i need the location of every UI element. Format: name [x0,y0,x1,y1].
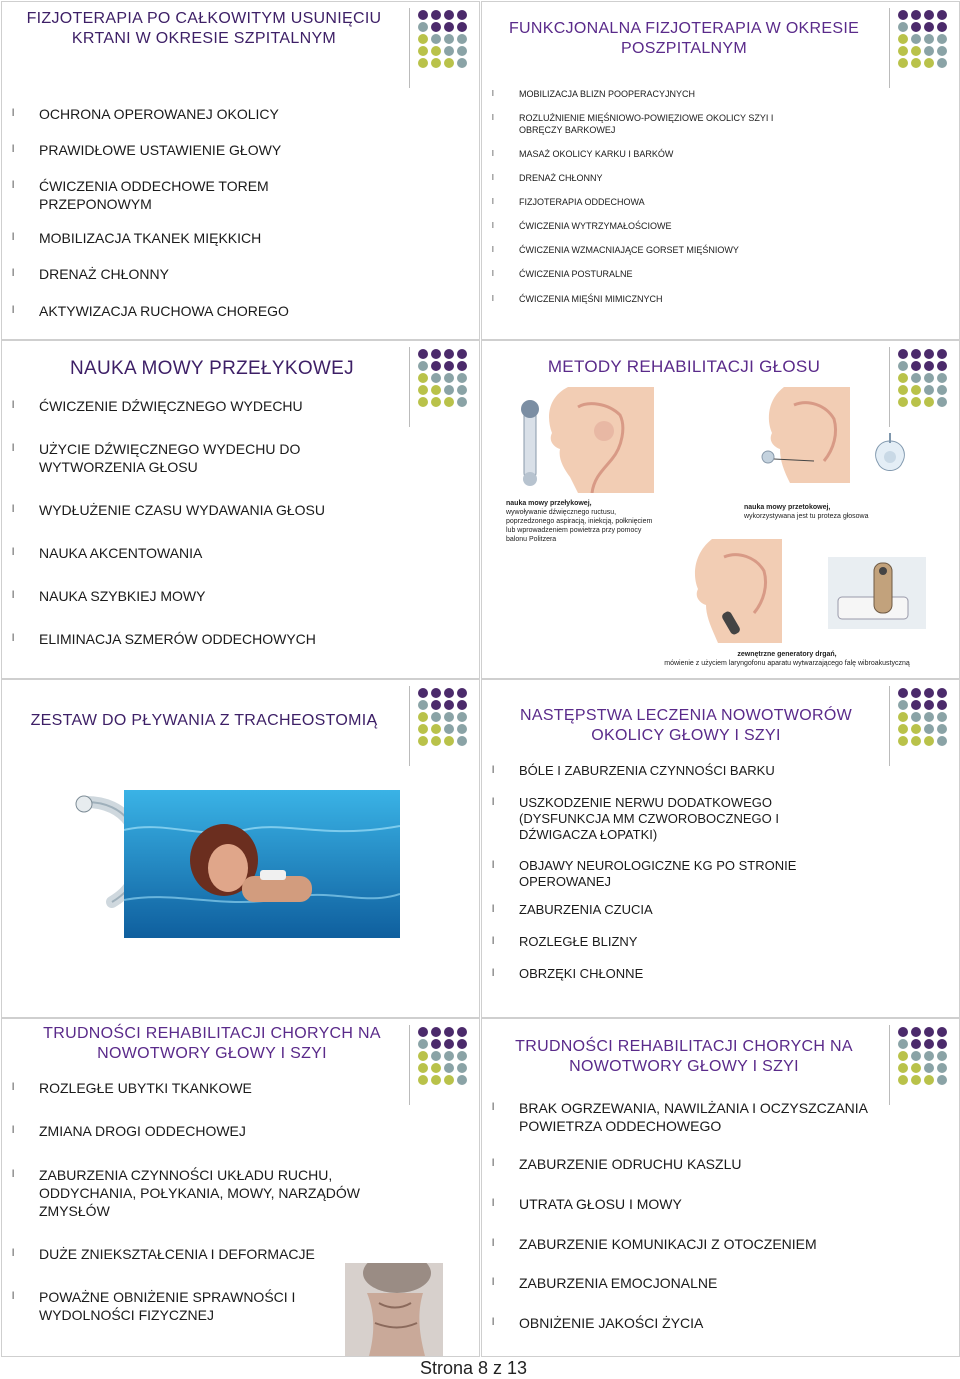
decorative-dot [444,22,454,32]
decorative-dot [924,1075,934,1085]
decorative-dot [431,349,441,359]
head-profile-illustration [508,387,654,493]
decorative-dot [444,10,454,20]
decorative-dot [898,1027,908,1037]
decorative-dot [457,700,467,710]
bullet-item: l PRAWIDŁOWE USTAWIENIE GŁOWY [39,141,379,159]
decorative-dot [418,361,428,371]
bullet-item: l ROZLEGŁE UBYTKI TKANKOWE [39,1079,379,1097]
decorative-dot [418,34,428,44]
decorative-dot [911,373,921,383]
decorative-dot [418,700,428,710]
bullet-item: l ĆWICZENIA MIĘŚNI MIMICZNYCH [519,293,939,305]
decorative-dot [418,373,428,383]
divider [409,347,410,427]
decorative-dot [418,1063,428,1073]
decorative-dot [924,688,934,698]
slide-metody-rehabilitacji [482,341,959,678]
decorative-dot [898,1051,908,1061]
bullet-item: l ZMIANA DROGI ODDECHOWEJ [39,1122,379,1140]
divider [409,1025,410,1105]
decorative-dot [937,700,947,710]
decorative-dot [924,349,934,359]
bullet-item: l WYDŁUŻENIE CZASU WYDAWANIA GŁOSU [39,501,379,519]
decorative-dot [937,397,947,407]
bullet-item: l BÓLE I ZABURZENIA CZYNNOŚCI BARKU [519,763,849,779]
decorative-dot [911,700,921,710]
bullet-item: l ĆWICZENIA WYTRZYMAŁOŚCIOWE [519,220,939,232]
decorative-dot [431,724,441,734]
divider [889,686,890,766]
decorative-dot [937,1051,947,1061]
decorative-dot [911,46,921,56]
decorative-dot [924,1039,934,1049]
decorative-dot [924,22,934,32]
decorative-dot [431,373,441,383]
caption-mowa-przetokowa [744,503,894,521]
bullet-item: l ELIMINACJA SZMERÓW ODDECHOWYCH [39,630,379,648]
decorative-dot [457,712,467,722]
decorative-dot [418,58,428,68]
decorative-dot [937,736,947,746]
bullet-item: l ROZLEGŁE BLIZNY [519,934,849,950]
decorative-dot [418,22,428,32]
bullet-item: l NAUKA AKCENTOWANIA [39,544,379,562]
voice-prosthesis-illustration [868,433,912,487]
slide-title: TRUDNOŚCI REHABILITACJI CHORYCH NA NOWOTWORY GŁOWY I SZYI [43,1025,381,1062]
decorative-dot [457,361,467,371]
slide-zestaw-plywania [2,680,479,1017]
slide-title: NASTĘPSTWA LECZENIA NOWOTWORÓW OKOLICY GŁOWY I SZYI [520,707,852,744]
decorative-dot [937,688,947,698]
bullet-item: l MOBILIZACJA TKANEK MIĘKKICH [39,229,379,247]
decorative-dot [898,46,908,56]
decorative-dot [418,10,428,20]
decorative-dot [457,1051,467,1061]
decorative-dot [457,736,467,746]
decorative-dot [418,688,428,698]
bullet-item: l ROZLUŹNIENIE MIĘŚNIOWO-POWIĘZIOWE OKOLICY SZYI I OBRĘCZY BARKOWEJ [519,112,819,136]
decorative-dot [924,736,934,746]
decorative-dot [457,385,467,395]
decorative-dot [444,58,454,68]
decorative-dot [457,10,467,20]
decorative-dot [924,1027,934,1037]
slide-fizjoterapia-szpitalna [2,2,479,339]
decorative-dot [418,385,428,395]
decorative-dot [924,712,934,722]
decorative-dot [418,349,428,359]
decorative-dot [444,1051,454,1061]
caption-generatory [622,650,952,668]
decorative-dot [937,34,947,44]
decorative-dot [937,1075,947,1085]
decorative-dot [418,712,428,722]
decorative-dot [418,1039,428,1049]
decorative-dot [444,712,454,722]
decorative-dot [444,1063,454,1073]
decorative-dot [431,385,441,395]
decorative-dots [418,349,470,411]
decorative-dot [911,1039,921,1049]
decorative-dot [898,373,908,383]
decorative-dot [924,724,934,734]
decorative-dot [937,1027,947,1037]
decorative-dots [898,10,950,72]
decorative-dot [418,1075,428,1085]
slide-trudnosci-1 [2,1019,479,1356]
bullet-item: l DRENAŻ CHŁONNY [39,265,379,283]
decorative-dot [457,34,467,44]
slide-fizjoterapia-poszpitalna [482,2,959,339]
decorative-dot [418,736,428,746]
decorative-dot [911,349,921,359]
bullet-item: l MASAŻ OKOLICY KARKU I BARKÓW [519,148,939,160]
decorative-dot [431,58,441,68]
decorative-dot [898,10,908,20]
divider [409,686,410,766]
divider [889,8,890,88]
decorative-dot [898,1039,908,1049]
decorative-dot [924,361,934,371]
decorative-dot [924,397,934,407]
decorative-dot [911,688,921,698]
decorative-dot [431,22,441,32]
decorative-dot [924,1063,934,1073]
decorative-dot [911,1027,921,1037]
bullet-item: l ZABURZENIE KOMUNIKACJI Z OTOCZENIEM [519,1235,859,1253]
decorative-dot [431,361,441,371]
decorative-dot [457,1063,467,1073]
decorative-dot [444,1039,454,1049]
slide-title: FIZJOTERAPIA PO CAŁKOWITYM USUNIĘCIU KRTANI W OKRESIE SZPITALNYM [26,10,382,47]
decorative-dot [431,1075,441,1085]
decorative-dot [444,724,454,734]
bullet-item: l OBNIŻENIE JAKOŚCI ŻYCIA [519,1314,859,1332]
decorative-dot [444,46,454,56]
decorative-dots [418,1027,470,1089]
decorative-dot [924,34,934,44]
decorative-dot [911,712,921,722]
decorative-dot [937,1039,947,1049]
decorative-dot [911,1051,921,1061]
decorative-dot [924,10,934,20]
decorative-dot [937,22,947,32]
patient-neck-photo [345,1263,443,1356]
decorative-dots [898,1027,950,1089]
decorative-dot [457,1027,467,1037]
decorative-dot [911,736,921,746]
divider [889,1025,890,1105]
decorative-dot [898,1063,908,1073]
decorative-dot [431,1039,441,1049]
decorative-dot [431,46,441,56]
caption-mowa-przelykowa [506,499,656,544]
decorative-dot [457,397,467,407]
bullet-item: l UTRATA GŁOSU I MOWY [519,1195,859,1213]
decorative-dot [911,361,921,371]
decorative-dot [431,34,441,44]
decorative-dot [431,1027,441,1037]
decorative-dot [911,385,921,395]
laryngophone-device-photo [828,557,926,629]
decorative-dot [937,712,947,722]
decorative-dot [444,349,454,359]
decorative-dot [911,724,921,734]
decorative-dot [924,700,934,710]
decorative-dot [431,688,441,698]
decorative-dot [457,22,467,32]
decorative-dot [898,688,908,698]
bullet-item: l OCHRONA OPEROWANEJ OKOLICY [39,105,379,123]
slide-title: NAUKA MOWY PRZEŁYKOWEJ [70,358,354,379]
slide-trudnosci-2 [482,1019,959,1356]
decorative-dot [418,46,428,56]
decorative-dot [911,58,921,68]
slide-nastepstwa-leczenia [482,680,959,1017]
decorative-dot [444,736,454,746]
decorative-dot [457,373,467,383]
caption-heading: nauka mowy przetokowej, [744,504,831,511]
decorative-dot [418,1027,428,1037]
decorative-dots [898,349,950,411]
caption-heading: nauka mowy przełykowej, [506,500,592,507]
slide-title: METODY REHABILITACJI GŁOSU [547,357,821,376]
decorative-dot [431,736,441,746]
bullet-item: l ZABURZENIA CZUCIA [519,902,849,918]
decorative-dot [444,700,454,710]
bullet-item: l FIZJOTERAPIA ODDECHOWA [519,196,939,208]
decorative-dot [431,1051,441,1061]
decorative-dot [937,10,947,20]
divider [409,8,410,88]
decorative-dot [898,34,908,44]
decorative-dot [911,1075,921,1085]
bullet-item: l DUŻE ZNIEKSZTAŁCENIA I DEFORMACJE [39,1245,379,1263]
page-number: Strona 8 z 13 [420,1358,528,1378]
decorative-dot [898,58,908,68]
bullet-item: l AKTYWIZACJA RUCHOWA CHOREGO [39,302,379,320]
decorative-dot [457,46,467,56]
decorative-dot [937,46,947,56]
decorative-dot [924,373,934,383]
bullet-item: l BRAK OGRZEWANIA, NAWILŻANIA I OCZYSZCZANIA POWIETRZA ODDECHOWEGO [519,1099,869,1135]
decorative-dot [924,58,934,68]
decorative-dot [898,349,908,359]
bullet-item: l UŻYCIE DŹWIĘCZNEGO WYDECHU DO WYTWORZENIA GŁOSU [39,440,359,476]
bullet-item: l ĆWICZENIA POSTURALNE [519,268,939,280]
slide-title: ZESTAW DO PŁYWANIA Z TRACHEOSTOMIĄ [30,712,378,729]
decorative-dot [418,1051,428,1061]
decorative-dot [911,22,921,32]
laryngophone-head-illustration [672,539,782,643]
decorative-dot [444,373,454,383]
decorative-dot [457,58,467,68]
decorative-dot [444,385,454,395]
bullet-item: l OBJAWY NEUROLOGICZNE KG PO STRONIE OPEROWANEJ [519,858,819,890]
decorative-dot [911,10,921,20]
caption-text: wykorzystywana jest tu proteza głosowa [744,513,869,520]
decorative-dot [431,712,441,722]
bullet-item: l ĆWICZENIE DŹWIĘCZNEGO WYDECHU [39,397,379,415]
decorative-dot [924,1051,934,1061]
slide-nauka-mowy [2,341,479,678]
bullet-item: l POWAŻNE OBNIŻENIE SPRAWNOŚCI I WYDOLNOŚCI FIZYCZNEJ [39,1288,329,1324]
decorative-dot [444,34,454,44]
decorative-dot [431,1063,441,1073]
bullet-item: l DRENAŻ CHŁONNY [519,172,939,184]
bullet-item: l MOBILIZACJA BLIZN POOPERACYJNYCH [519,88,939,100]
decorative-dot [457,1075,467,1085]
bullet-item: l ZABURZENIE ODRUCHU KASZLU [519,1155,859,1173]
decorative-dot [444,1075,454,1085]
caption-text: wywoływanie dźwięcznego ructusu, poprzedzonego aspiracją, iniekcją, połknięciem lub wprowadzeniem powietrza przy pomocy balonu Politzera [506,509,653,543]
swimmer-photo [124,790,400,938]
decorative-dot [418,397,428,407]
decorative-dot [457,724,467,734]
decorative-dot [937,361,947,371]
decorative-dot [911,397,921,407]
decorative-dot [431,700,441,710]
decorative-dots [418,688,470,750]
decorative-dot [444,397,454,407]
decorative-dot [898,1075,908,1085]
caption-heading: zewnętrzne generatory drgań, [737,651,837,658]
decorative-dot [431,10,441,20]
bullet-item: l NAUKA SZYBKIEJ MOWY [39,587,379,605]
slide-title: FUNKCJONALNA FIZJOTERAPIA W OKRESIE POSZPITALNYM [508,20,860,57]
slide-title: TRUDNOŚCI REHABILITACJI CHORYCH NA NOWOTWORY GŁOWY I SZYI [515,1038,853,1075]
bullet-item: l USZKODZENIE NERWU DODATKOWEGO (DYSFUNKCJA MM CZWOROBOCZNEGO I DŹWIGACZA ŁOPATKI) [519,795,819,843]
decorative-dot [898,724,908,734]
decorative-dot [457,349,467,359]
decorative-dot [898,712,908,722]
decorative-dots [418,10,470,72]
decorative-dot [911,1063,921,1073]
bullet-item: l ĆWICZENIA ODDECHOWE TOREM PRZEPONOWYM [39,177,289,213]
decorative-dot [937,373,947,383]
decorative-dot [444,688,454,698]
bullet-item: l ĆWICZENIA WZMACNIAJĄCE GORSET MIĘŚNIOWY [519,244,939,256]
decorative-dot [937,1063,947,1073]
decorative-dot [937,385,947,395]
bullet-item: l ZABURZENIA CZYNNOŚCI UKŁADU RUCHU, ODDYCHANIA, POŁYKANIA, MOWY, NARZĄDÓW ZMYSŁÓW [39,1166,369,1220]
caption-text: mówienie z użyciem laryngofonu aparatu wytwarzającego falę wibroakustyczną [664,660,910,667]
decorative-dot [898,736,908,746]
bullet-item: l OBRZĘKI CHŁONNE [519,966,849,982]
decorative-dot [924,385,934,395]
decorative-dot [418,724,428,734]
decorative-dots [898,688,950,750]
decorative-dot [457,688,467,698]
bullet-item: l ZABURZENIA EMOCJONALNE [519,1274,859,1292]
decorative-dot [444,361,454,371]
decorative-dot [431,397,441,407]
divider [889,347,890,427]
decorative-dot [898,385,908,395]
decorative-dot [898,397,908,407]
decorative-dot [937,724,947,734]
decorative-dot [937,349,947,359]
decorative-dot [444,1027,454,1037]
decorative-dot [898,22,908,32]
decorative-dot [457,1039,467,1049]
decorative-dot [924,46,934,56]
decorative-dot [898,361,908,371]
head-profile-illustration [754,387,850,483]
decorative-dot [911,34,921,44]
decorative-dot [937,58,947,68]
decorative-dot [898,700,908,710]
